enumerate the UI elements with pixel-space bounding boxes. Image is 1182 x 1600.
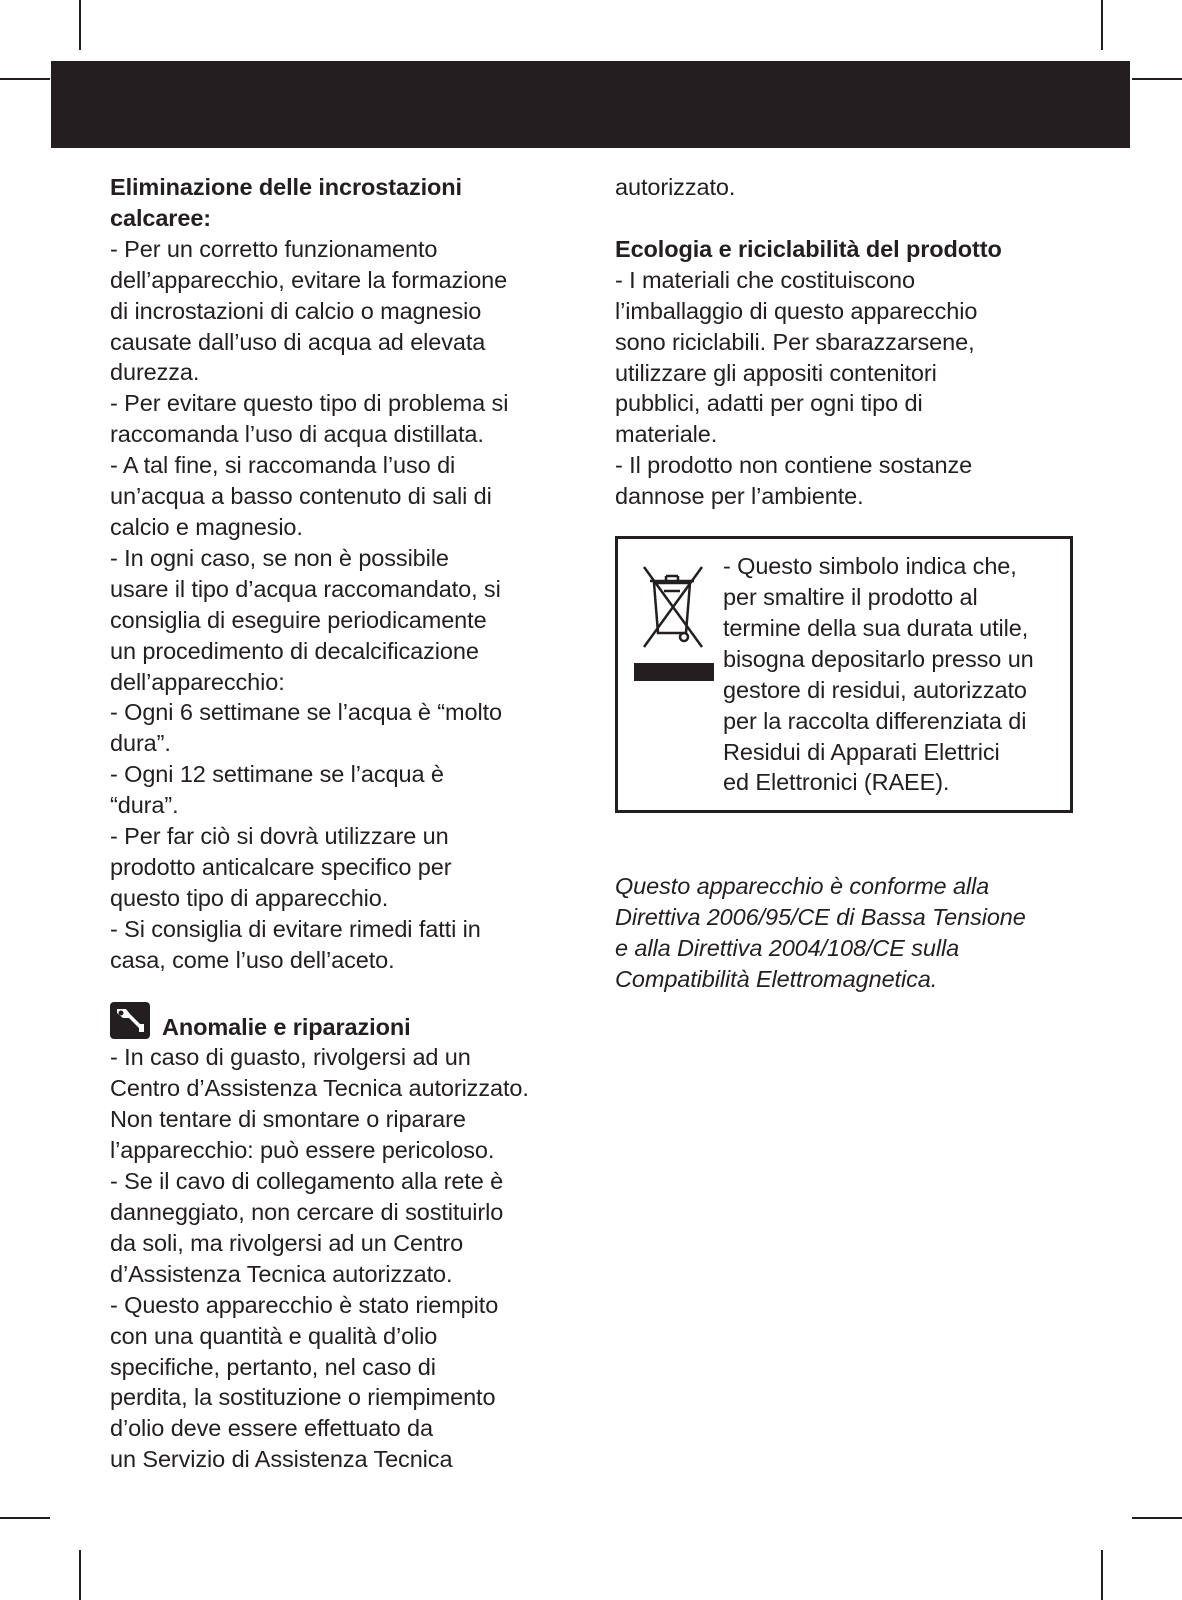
repairs-line: Non tentare di smontare o riparare <box>110 1106 466 1133</box>
descaling-line: un procedimento di decalcificazione <box>110 637 479 664</box>
weee-line: per smaltire il prodotto al <box>723 583 978 610</box>
ecology-line: pubblici, adatti per ogni tipo di <box>615 390 923 417</box>
crop-mark <box>0 1517 50 1519</box>
ecology-title: Ecologia e riciclabilità del prodotto <box>615 235 1002 262</box>
crop-mark <box>79 0 81 50</box>
descaling-line: un’acqua a basso contenuto di sali di <box>110 483 492 510</box>
descaling-line: dell’apparecchio, evitare la formazione <box>110 266 508 293</box>
descaling-line: causate dall’uso di acqua ad elevata <box>110 328 486 355</box>
crop-mark <box>0 78 50 80</box>
repairs-line: - Se il cavo di collegamento alla rete è <box>110 1168 504 1195</box>
crop-mark <box>1101 0 1103 50</box>
descaling-line: raccomanda l’uso di acqua distillata. <box>110 421 484 448</box>
repairs-line: specifiche, pertanto, nel caso di <box>110 1353 436 1380</box>
weee-line: Residui di Apparati Elettrici <box>723 738 1000 765</box>
repairs-line: danneggiato, non cercare di sostituirlo <box>110 1199 504 1225</box>
weee-line: ed Elettronici (RAEE). <box>723 769 950 796</box>
descaling-line: - In ogni caso, se non è possibile <box>110 544 449 571</box>
crop-mark <box>1101 1550 1103 1600</box>
left-column <box>110 172 580 1475</box>
repairs-line: l’apparecchio: può essere pericoloso. <box>110 1137 495 1164</box>
descaling-line: questo tipo di apparecchio. <box>110 884 389 911</box>
descaling-line: durezza. <box>110 359 200 386</box>
repairs-section <box>110 1002 580 1476</box>
repairs-text <box>110 1042 580 1475</box>
weee-text <box>723 551 1064 798</box>
descaling-title: Eliminazione delle incrostazioni calcaree: <box>110 174 462 231</box>
ecology-line: utilizzare gli appositi contenitori <box>615 359 937 386</box>
ecology-line: dannose per l’ambiente. <box>615 483 864 510</box>
descaling-text <box>110 234 580 976</box>
descaling-line: “dura”. <box>110 792 179 819</box>
crop-mark <box>1132 1517 1182 1519</box>
ecology-line: - Il prodotto non contiene sostanze <box>615 452 973 479</box>
descaling-line: - Per evitare questo tipo di problema si <box>110 390 509 417</box>
repairs-line: con una quantità e qualità d’olio <box>110 1322 438 1349</box>
weee-line: termine della sua durata utile, <box>723 614 1029 641</box>
repairs-title: Anomalie e riparazioni <box>162 1013 411 1040</box>
header-bar <box>51 61 1130 148</box>
descaling-line: dell’apparecchio: <box>110 668 285 695</box>
descaling-line: di incrostazioni di calcio o magnesio <box>110 297 482 324</box>
repairs-line: un Servizio di Assistenza Tecnica <box>110 1446 453 1473</box>
continued-text: autorizzato. <box>615 174 736 200</box>
compliance-line: Questo apparecchio è conforme alla <box>615 873 990 900</box>
compliance-line: Direttiva 2006/95/CE di Bassa Tensione <box>615 904 1026 931</box>
descaling-line: - Per un corretto funzionamento <box>110 235 438 262</box>
weee-line: bisogna depositarlo presso un <box>723 645 1034 672</box>
compliance-line: e alla Direttiva 2004/108/CE sulla <box>615 935 960 962</box>
weee-notice-box <box>615 536 1073 813</box>
descaling-line: - A tal fine, si raccomanda l’uso di <box>110 452 456 479</box>
repairs-line: d’olio deve essere effettuato da <box>110 1415 433 1442</box>
repairs-line: - Questo apparecchio è stato riempito <box>110 1291 499 1318</box>
descaling-line: - Ogni 6 settimane se l’acqua è “molto <box>110 699 502 726</box>
descaling-line: - Per far ciò si dovrà utilizzare un <box>110 823 449 850</box>
ecology-line: sono riciclabili. Per sbarazzarsene, <box>615 328 975 355</box>
weee-line: - Questo simbolo indica che, <box>723 553 1017 580</box>
descaling-line: calcio e magnesio. <box>110 513 303 540</box>
descaling-line: consiglia di eseguire periodicamente <box>110 606 487 633</box>
descaling-line: - Ogni 12 settimane se l’acqua è <box>110 761 444 788</box>
descaling-line: - Si consiglia di evitare rimedi fatti in <box>110 915 481 942</box>
weee-line: per la raccolta differenziata di <box>723 707 1027 734</box>
descaling-line: usare il tipo d’acqua raccomandato, si <box>110 575 501 602</box>
ecology-text <box>615 265 1085 512</box>
repairs-line: d’Assistenza Tecnica autorizzato. <box>110 1260 453 1287</box>
crossed-out-bin-icon <box>628 551 723 701</box>
repairs-line: perdita, la sostituzione o riempimento <box>110 1384 496 1411</box>
descaling-section <box>110 172 580 976</box>
repairs-line: - In caso di guasto, rivolgersi ad un <box>110 1044 471 1071</box>
right-column <box>615 172 1085 995</box>
descaling-line: prodotto anticalcare specifico per <box>110 853 452 880</box>
ecology-section <box>615 234 1085 512</box>
repairs-line: da soli, ma rivolgersi ad un Centro <box>110 1229 464 1256</box>
weee-line: gestore di residui, autorizzato <box>723 676 1027 703</box>
descaling-line: dura”. <box>110 730 171 757</box>
repairs-line: Centro d’Assistenza Tecnica autorizzato. <box>110 1075 529 1102</box>
wrench-icon <box>110 1002 150 1039</box>
compliance-line: Compatibilità Elettromagnetica. <box>615 966 938 993</box>
crop-mark <box>79 1550 81 1600</box>
compliance-statement <box>615 871 1085 995</box>
descaling-line: casa, come l’uso dell’aceto. <box>110 946 395 973</box>
ecology-line: l’imballaggio di questo apparecchio <box>615 297 978 324</box>
crop-mark <box>1132 78 1182 80</box>
ecology-line: materiale. <box>615 421 718 448</box>
ecology-line: - I materiali che costituiscono <box>615 266 915 293</box>
